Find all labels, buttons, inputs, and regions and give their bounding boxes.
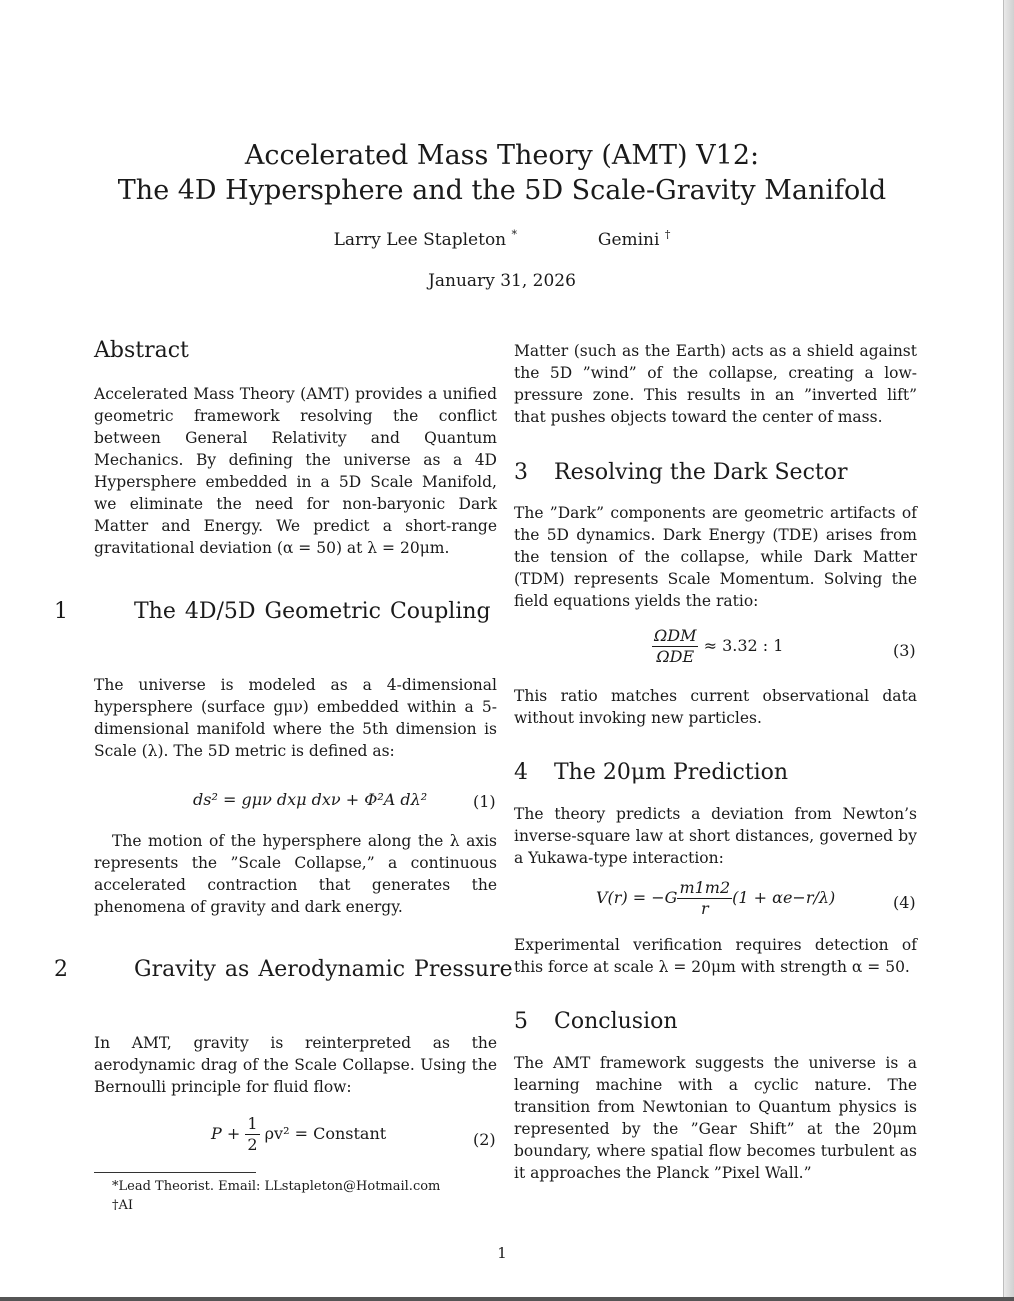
- footnote-1: *Lead Theorist. Email: LLstapleton@Hotmail.com: [112, 1179, 441, 1194]
- equation-3: [652, 626, 783, 667]
- author-1: Larry Lee Stapleton: [333, 230, 507, 250]
- author-2: Gemini: [597, 230, 660, 250]
- equation-3-fraction: [652, 626, 698, 667]
- footnote-2: †AI: [112, 1198, 134, 1213]
- author-2-mark: †: [664, 228, 671, 241]
- equation-3-fraction-numerator: ΩDM: [654, 626, 697, 645]
- author-1-mark: *: [511, 228, 518, 241]
- page-bottom-edge: [0, 1297, 1014, 1301]
- section-5-paragraph-1: The AMT framework suggests the universe is a learning machine with a cyclic nature. The transition from Newtonian to Quantum physics is represented by the ”Gear Shift” at the 20μm boundary, where spatial flow becomes turbulent as it approaches the Planck ”Pixel Wall.”: [514, 1054, 917, 1182]
- equation-3-number: (3): [893, 641, 916, 660]
- abstract-heading: Abstract: [94, 338, 189, 363]
- equation-1-number: (1): [473, 792, 496, 811]
- equation-4: [596, 878, 835, 919]
- paper-title-line1: Accelerated Mass Theory (AMT) V12:: [244, 140, 760, 171]
- equation-4-fraction-numerator: m1m2: [679, 878, 731, 897]
- equation-1: ds² = gμν dxμ dxν + Φ²A dλ²: [193, 790, 428, 809]
- section-3-heading: [514, 458, 848, 488]
- equation-4-number: (4): [893, 893, 916, 912]
- section-4-heading: [514, 758, 788, 788]
- section-4-paragraph-1: The theory predicts a deviation from Newton’s inverse-square law at short distances, governed by a Yukawa-type interaction:: [514, 805, 917, 867]
- equation-2: [211, 1114, 386, 1155]
- section-1-heading: [54, 597, 537, 627]
- abstract-text: Accelerated Mass Theory (AMT) provides a unified geometric framework resolving the conflict between General Relativity and Quantum Mechanics. By defining the universe as a 4D Hypersphere embedded in a 5D Scale Manifold, we eliminate the need for non-baryonic Dark Matter and Energy. We predict a short-range gravitational deviation (α = 50) at λ = 20μm.: [94, 385, 497, 557]
- equation-4-fraction: [677, 878, 732, 919]
- equation-2-fraction: [245, 1114, 259, 1155]
- section-1-paragraph-1: The universe is modeled as a 4-dimensional hypersphere (surface gμν) embedded within a 5-dimensional manifold where the 5th dimension is Scale (λ). The 5D metric is defined as:: [94, 676, 497, 760]
- section-1-paragraph-2: The motion of the hypersphere along the λ axis represents the ”Scale Collapse,” a continuous accelerated contraction that generates the phenomena of gravity and dark energy.: [94, 832, 497, 916]
- equation-2-fraction-numerator: 1: [247, 1114, 258, 1133]
- equation-2-right: ρv² = Constant: [264, 1124, 387, 1143]
- section-2-number: 2: [54, 957, 68, 982]
- section-3-paragraph-2: This ratio matches current observational data without invoking new particles.: [514, 687, 917, 727]
- section-2-paragraph-2: Matter (such as the Earth) acts as a shield against the 5D ”wind” of the collapse, creating a low-pressure zone. This results in an ”inverted lift” that pushes objects toward the center of mass.: [514, 342, 917, 426]
- equation-4-fraction-denominator: r: [700, 899, 709, 918]
- equation-2-left: P +: [211, 1124, 241, 1143]
- section-4-paragraph-2: Experimental verification requires detection of this force at scale λ = 20μm with strength α = 50.: [514, 936, 917, 976]
- equation-2-fraction-denominator: 2: [247, 1135, 258, 1154]
- equation-2-number: (2): [473, 1130, 496, 1149]
- section-1-number: 1: [54, 599, 68, 624]
- section-2-title: Gravity as Aerodynamic Pressure: [134, 957, 513, 982]
- page-number: 1: [497, 1244, 507, 1262]
- page-edge: [1003, 0, 1014, 1301]
- equation-3-fraction-denominator: ΩDE: [656, 647, 695, 666]
- section-3-title: Resolving the Dark Sector: [554, 460, 848, 485]
- section-2-heading: [54, 955, 537, 985]
- paper-title-line2: The 4D Hypersphere and the 5D Scale-Gravity Manifold: [117, 175, 887, 206]
- section-1-title: The 4D/5D Geometric Coupling: [134, 599, 491, 624]
- section-3-number: 3: [514, 460, 528, 485]
- footnote-rule: [94, 1172, 256, 1173]
- section-3-paragraph-1: The ”Dark” components are geometric artifacts of the 5D dynamics. Dark Energy (TDE) arises from the tension of the collapse, while Dark Matter (TDM) represents Scale Momentum. Solving the field equations yields the ratio:: [514, 504, 917, 610]
- section-4-title: The 20μm Prediction: [554, 760, 789, 785]
- section-5-number: 5: [514, 1009, 528, 1034]
- section-2-paragraph-1: In AMT, gravity is reinterpreted as the aerodynamic drag of the Scale Collapse. Using the Bernoulli principle for fluid flow:: [94, 1034, 497, 1096]
- section-5-title: Conclusion: [554, 1009, 678, 1034]
- section-4-number: 4: [514, 760, 528, 785]
- equation-3-right: ≈ 3.32 : 1: [703, 636, 784, 655]
- authors: [0, 230, 1004, 250]
- equation-4-right: (1 + αe−r/λ): [732, 888, 836, 907]
- paper-date: January 31, 2026: [428, 271, 576, 291]
- equation-4-left: V(r) = −G: [596, 888, 678, 907]
- section-5-heading: [514, 1007, 678, 1037]
